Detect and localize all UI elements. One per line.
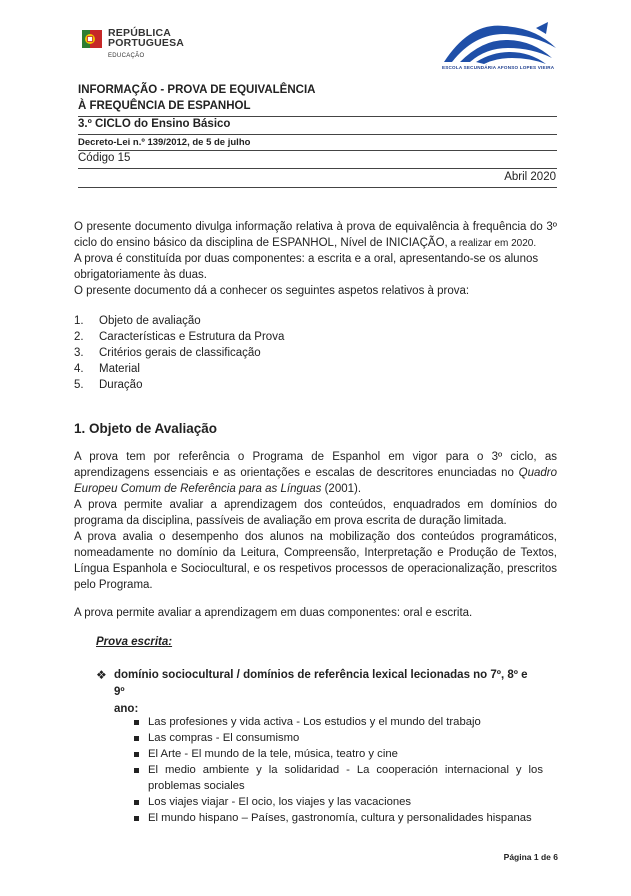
list-item: 3. Critérios gerais de classificação bbox=[74, 347, 261, 359]
list-item: 4. Material bbox=[74, 363, 140, 375]
intro-p1-main: O presente documento divulga informação relativa à prova de equivalência à frequência do 3º ciclo do ensino básico da disciplina de ESPANHOL, Nível de INICIAÇÃO, bbox=[74, 221, 557, 249]
republica-portuguesa-logo bbox=[82, 28, 184, 61]
square-bullet-icon bbox=[134, 768, 139, 773]
intro-p1-small: a realizar em 2020. bbox=[447, 238, 537, 249]
divider bbox=[78, 116, 557, 117]
divider bbox=[78, 150, 557, 151]
list-item: El mundo hispano – Países, gastronomía, cultura y personalidades hispanas bbox=[134, 810, 543, 826]
square-bullet-icon bbox=[134, 736, 139, 741]
list-item: Las profesiones y vida activa - Los estudios y el mundo del trabajo bbox=[134, 714, 543, 730]
title-line1: INFORMAÇÃO - PROVA DE EQUIVALÊNCIA bbox=[78, 84, 316, 96]
list-item: 5. Duração bbox=[74, 379, 143, 391]
coat-of-arms-icon bbox=[82, 28, 102, 50]
document-date: Abril 2020 bbox=[504, 171, 556, 183]
ciclo-label: 3.º CICLO do Ensino Básico bbox=[78, 118, 231, 130]
list-item: El Arte - El mundo de la tele, música, teatro y cine bbox=[134, 746, 543, 762]
topic-list bbox=[134, 714, 543, 826]
contents-list bbox=[74, 313, 554, 393]
quadro-europeu-reference: Quadro Europeu Comum de Referência para as Línguas bbox=[74, 467, 557, 495]
divider bbox=[78, 187, 557, 188]
domain-heading bbox=[96, 667, 541, 718]
school-logo-icon bbox=[440, 18, 558, 70]
divider bbox=[78, 168, 557, 169]
domain-line1: domínio sociocultural / domínios de referência lexical lecionadas no 7º, 8º e 9º bbox=[114, 669, 528, 698]
decreto-label: Decreto-Lei n.º 139/2012, de 5 de julho bbox=[78, 137, 251, 148]
gov-logo-line3: EDUCAÇÃO bbox=[108, 53, 145, 59]
list-item: El medio ambiente y la solidaridad - La cooperación internacional y los problemas sociales bbox=[134, 762, 543, 794]
intro-paragraph-2: A prova é constituída por duas componentes: a escrita e a oral, apresentando-se os alunos obrigatoriamente às duas. bbox=[74, 253, 539, 281]
section1-paragraph-3: A prova avalia o desempenho dos alunos na mobilização dos conteúdos programáticos, nomeadamente no domínio da Leitura, Compreensão, Interpretação e Produção de Textos, Língua Espanhola e Sociocultural, e os respetivos processos de operacionalização, prescritos pelo Programa. bbox=[74, 531, 557, 591]
square-bullet-icon bbox=[134, 816, 139, 821]
section1-paragraph-1: A prova tem por referência o Programa de Espanhol em vigor para o 3º ciclo, as aprendizagens essenciais e as orientações e escalas de descritores enunciadas no Quadro Europeu Comum de Referência para as Línguas (2001). bbox=[74, 451, 557, 495]
title-line2: À FREQUÊNCIA DE ESPANHOL bbox=[78, 100, 251, 112]
intro-paragraph-1 bbox=[74, 219, 557, 252]
square-bullet-icon bbox=[134, 752, 139, 757]
section1-paragraph-4: A prova permite avaliar a aprendizagem em duas componentes: oral e escrita. bbox=[74, 607, 473, 619]
prova-escrita-subheading: Prova escrita: bbox=[96, 636, 173, 648]
page-number: Página 1 de 6 bbox=[503, 852, 558, 862]
list-item: Los viajes viajar - El ocio, los viajes y las vacaciones bbox=[134, 794, 543, 810]
section-heading: 1. Objeto de Avaliação bbox=[74, 421, 218, 436]
section1-paragraph-2: A prova permite avaliar a aprendizagem dos conteúdos, enquadrados em domínios do programa da disciplina, passíveis de avaliação em prova escrita de duração limitada. bbox=[74, 499, 557, 527]
list-item: 2. Características e Estrutura da Prova bbox=[74, 331, 285, 343]
gov-logo-line2: PORTUGUESA bbox=[108, 37, 185, 49]
document-title bbox=[78, 82, 557, 114]
square-bullet-icon bbox=[134, 800, 139, 805]
gov-logo-line1: REPÚBLICA bbox=[108, 27, 172, 39]
codigo-label: Código 15 bbox=[78, 152, 131, 164]
list-item: 1. Objeto de avaliação bbox=[74, 315, 201, 327]
divider bbox=[78, 134, 557, 135]
list-item: Las compras - El consumismo bbox=[134, 730, 543, 746]
domain-line2: ano: bbox=[114, 703, 139, 715]
school-logo-caption: ESCOLA SECUNDÁRIA AFONSO LOPES VIEIRA bbox=[442, 65, 555, 70]
square-bullet-icon bbox=[134, 720, 139, 725]
diamond-bullet-icon: ❖ bbox=[96, 668, 107, 682]
intro-paragraph-3: O presente documento dá a conhecer os seguintes aspetos relativos à prova: bbox=[74, 285, 470, 297]
